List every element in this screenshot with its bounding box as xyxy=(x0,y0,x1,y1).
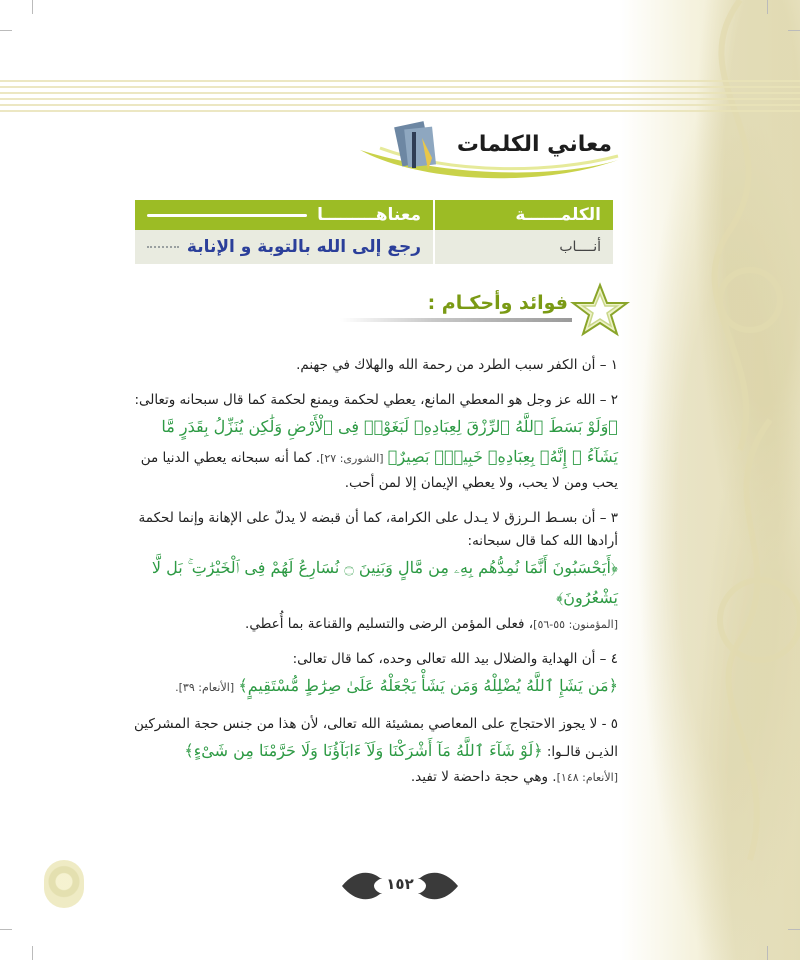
quran-verse: ﴿مَن يَشَإِ ٱللَّهُ يُضْلِلْهُ وَمَن يَشَأْ يَجْعَلْهُ عَلَىٰ صِرَٰطٍ مُّسْتَقِيمٍ﴾ xyxy=(238,676,618,695)
verse-reference: [الأنعام: ١٤٨] xyxy=(556,771,618,784)
decorative-seal xyxy=(44,860,84,908)
point-intro: ٥ - لا يجوز الاحتجاج على المعاصي بمشيئة الله تعالى، لأن هذا من جنس حجة المشركين الذيـن قالـوا: xyxy=(134,716,618,760)
dotted-leader xyxy=(147,246,179,248)
lesson-point-1 xyxy=(128,354,618,377)
lesson-point-3 xyxy=(128,507,618,636)
table-header xyxy=(135,200,613,230)
header-stripes xyxy=(0,80,800,114)
cell-word: أنــــاب xyxy=(433,230,613,264)
column-header-meaning-label: معناهـــــــــا xyxy=(317,205,421,225)
point-intro: ٤ – أن الهداية والضلال بيد الله تعالى وحده، كما قال تعالى: xyxy=(292,651,618,667)
quran-verse: ﴿لَوْ شَآءَ ٱللَّهُ مَآ أَشْرَكْنَا وَلَآ ءَابَآؤُنَا وَلَا حَرَّمْنَا مِن شَىْءٍ﴾ xyxy=(184,741,543,760)
lessons-header xyxy=(380,282,630,342)
lesson-point-2 xyxy=(128,389,618,495)
point-after: . وهي حجة داحضة لا تفيد. xyxy=(410,769,557,785)
lessons-underline xyxy=(340,318,572,322)
crop-mark xyxy=(32,946,33,960)
quran-verse: ﴿أَيَحْسَبُونَ أَنَّمَا نُمِدُّهُم بِهِۦ مِن مَّالٍ وَبَنِينَ ۝ نُسَارِعُ لَهُمْ فِى ٱلْخَيْرَٰتِ ۚ بَل لَّا يَشْعُرُونَ﴾ xyxy=(151,558,618,607)
point-intro: ٣ – أن بسـط الـرزق لا يـدل على الكرامة، كما أن قبضه لا يدلّ على الإهانة وإنما لحكمة أرادها الله كما قال سبحانه: xyxy=(138,510,618,549)
lesson-point-4 xyxy=(128,648,618,701)
crop-mark xyxy=(32,0,33,14)
point-text: ١ – أن الكفر سبب الطرد من رحمة الله والهلاك في جهنم. xyxy=(296,357,618,373)
section-header xyxy=(360,118,620,188)
cell-meaning xyxy=(135,230,433,264)
crop-mark xyxy=(788,30,800,31)
book-icon xyxy=(392,118,444,174)
section-title: معاني الكلمات xyxy=(456,132,612,157)
page-number: ١٥٢ xyxy=(386,875,414,893)
cell-meaning-text: رجع إلى الله بالتوبة و الإنابة xyxy=(186,237,421,257)
header-rule xyxy=(147,214,307,217)
table-row xyxy=(135,230,613,264)
point-after: ، فعلى المؤمن الرضى والتسليم والقناعة بما أُعطي. xyxy=(245,616,534,632)
page-number-ornament xyxy=(340,866,460,906)
verse-reference: [الشورى: ٢٧] xyxy=(320,452,384,465)
vocabulary-table xyxy=(135,200,613,264)
column-header-word xyxy=(433,200,613,230)
decorative-side-pattern xyxy=(620,0,800,960)
crop-mark xyxy=(767,946,768,960)
crop-mark xyxy=(0,929,12,930)
lessons-content xyxy=(128,354,618,801)
crop-mark xyxy=(788,929,800,930)
lessons-title: فوائد وأحكـام : xyxy=(427,292,568,314)
column-header-word-label: الكلمــــــة xyxy=(515,205,601,225)
star-icon xyxy=(570,282,630,338)
crop-mark xyxy=(0,30,12,31)
verse-reference: [الأنعام: ٣٩]. xyxy=(175,681,235,694)
column-header-meaning xyxy=(135,200,433,230)
point-intro: ٢ – الله عز وجل هو المعطي المانع، يعطي لحكمة ويمنع لحكمة كما قال سبحانه وتعالى: xyxy=(134,392,618,408)
verse-reference: [المؤمنون: ٥٥-٥٦] xyxy=(533,618,618,631)
quran-verse: ﴿وَلَوْ بَسَطَ ٱللَّهُ ٱلرِّزْقَ لِعِبَادِهِۦ لَبَغَوْا۟ فِى ٱلْأَرْضِ وَلَٰكِن يُنَزِّلُ بِقَدَرٍ مَّا يَشَآءُ ۚ إِنَّهُۥ بِعِبَادِهِۦ خَبِيرٌۢ بَصِيرٌ﴾ xyxy=(161,417,618,466)
lesson-point-5 xyxy=(128,713,618,789)
point-after: . كما أنه سبحانه يعطي الدنيا من يحب ومن لا يحب، ولا يعطي الإيمان إلا لمن أحب. xyxy=(140,450,618,491)
crop-mark xyxy=(767,0,768,14)
